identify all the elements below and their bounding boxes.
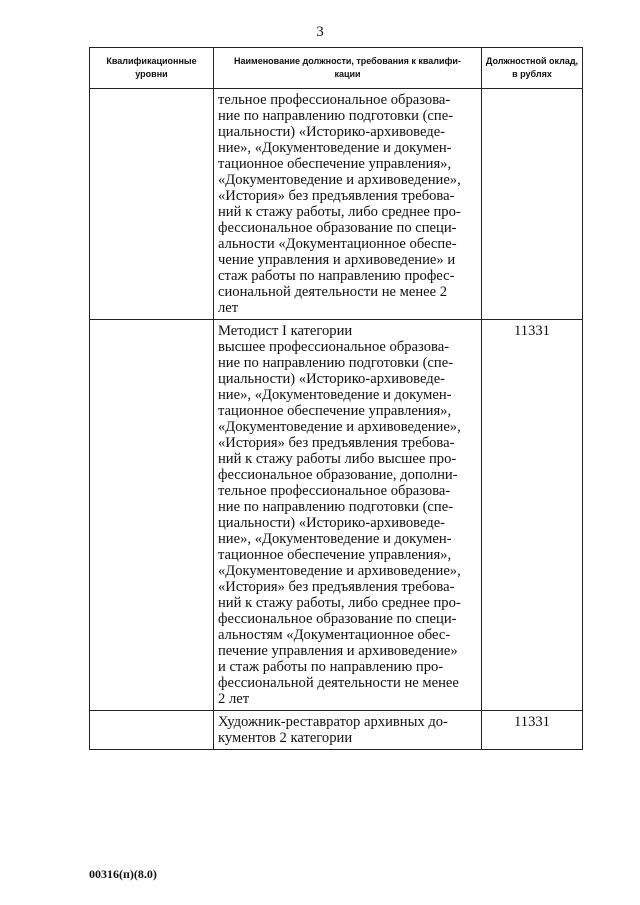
qualification-level-cell — [90, 320, 214, 711]
table-row — [90, 320, 583, 711]
salary-cell: 11331 — [482, 320, 583, 711]
qualification-table — [89, 47, 583, 750]
header-salary: Должностной оклад, в рублях — [482, 48, 583, 89]
qualification-level-cell — [90, 89, 214, 320]
page-number: 3 — [316, 24, 324, 40]
position-description-cell: Методист I категории высшее профессиональное образова- ние по направлению подготовки (спе- циальности) «Историко-архивоведе- ние», «Документоведение и докумен- тационное обеспечение управления», «Документоведение и архивоведение», «История» без предъявления требова- ний к стажу работы либо высшее про- фессиональное образование, дополни- тельное профессиональное образова- ние по направлению подготовки (спе- циальности) «Историко-архивоведе- ние», «Документоведение и докумен- тационное обеспечение управления», «Документоведение и архивоведение», «История» без предъявления требова- ний к стажу работы, либо среднее про- фессиональное образование по специ- альностям «Документационное обес- печение управления и архивоведение» и стаж работы по направлению про- фессиональной деятельности не менее 2 лет — [214, 320, 482, 711]
document-code: 00316(п)(8.0) — [89, 867, 157, 881]
salary-cell: 11331 — [482, 711, 583, 750]
header-qualification-levels: Квалификационные уровни — [90, 48, 214, 89]
qualification-level-cell — [90, 711, 214, 750]
salary-cell — [482, 89, 583, 320]
header-position-requirements: Наименование должности, требования к квалифи- кации — [214, 48, 482, 89]
position-description-cell: тельное профессиональное образова- ние по направлению подготовки (спе- циальности) «Историко-архивоведе- ние», «Документоведение и докумен- тационное обеспечение управления», «Документоведение и архивоведение», «История» без предъявления требова- ний к стажу работы, либо среднее про- фессиональное образование по специ- альности «Документационное обеспе- чение управления и архивоведение» и стаж работы по направлению профес- сиональной деятельности не менее 2 лет — [214, 89, 482, 320]
table-row — [90, 711, 583, 750]
table-header-row — [90, 48, 583, 89]
position-description-cell: Художник-реставратор архивных до- кументов 2 категории — [214, 711, 482, 750]
table-row — [90, 89, 583, 320]
